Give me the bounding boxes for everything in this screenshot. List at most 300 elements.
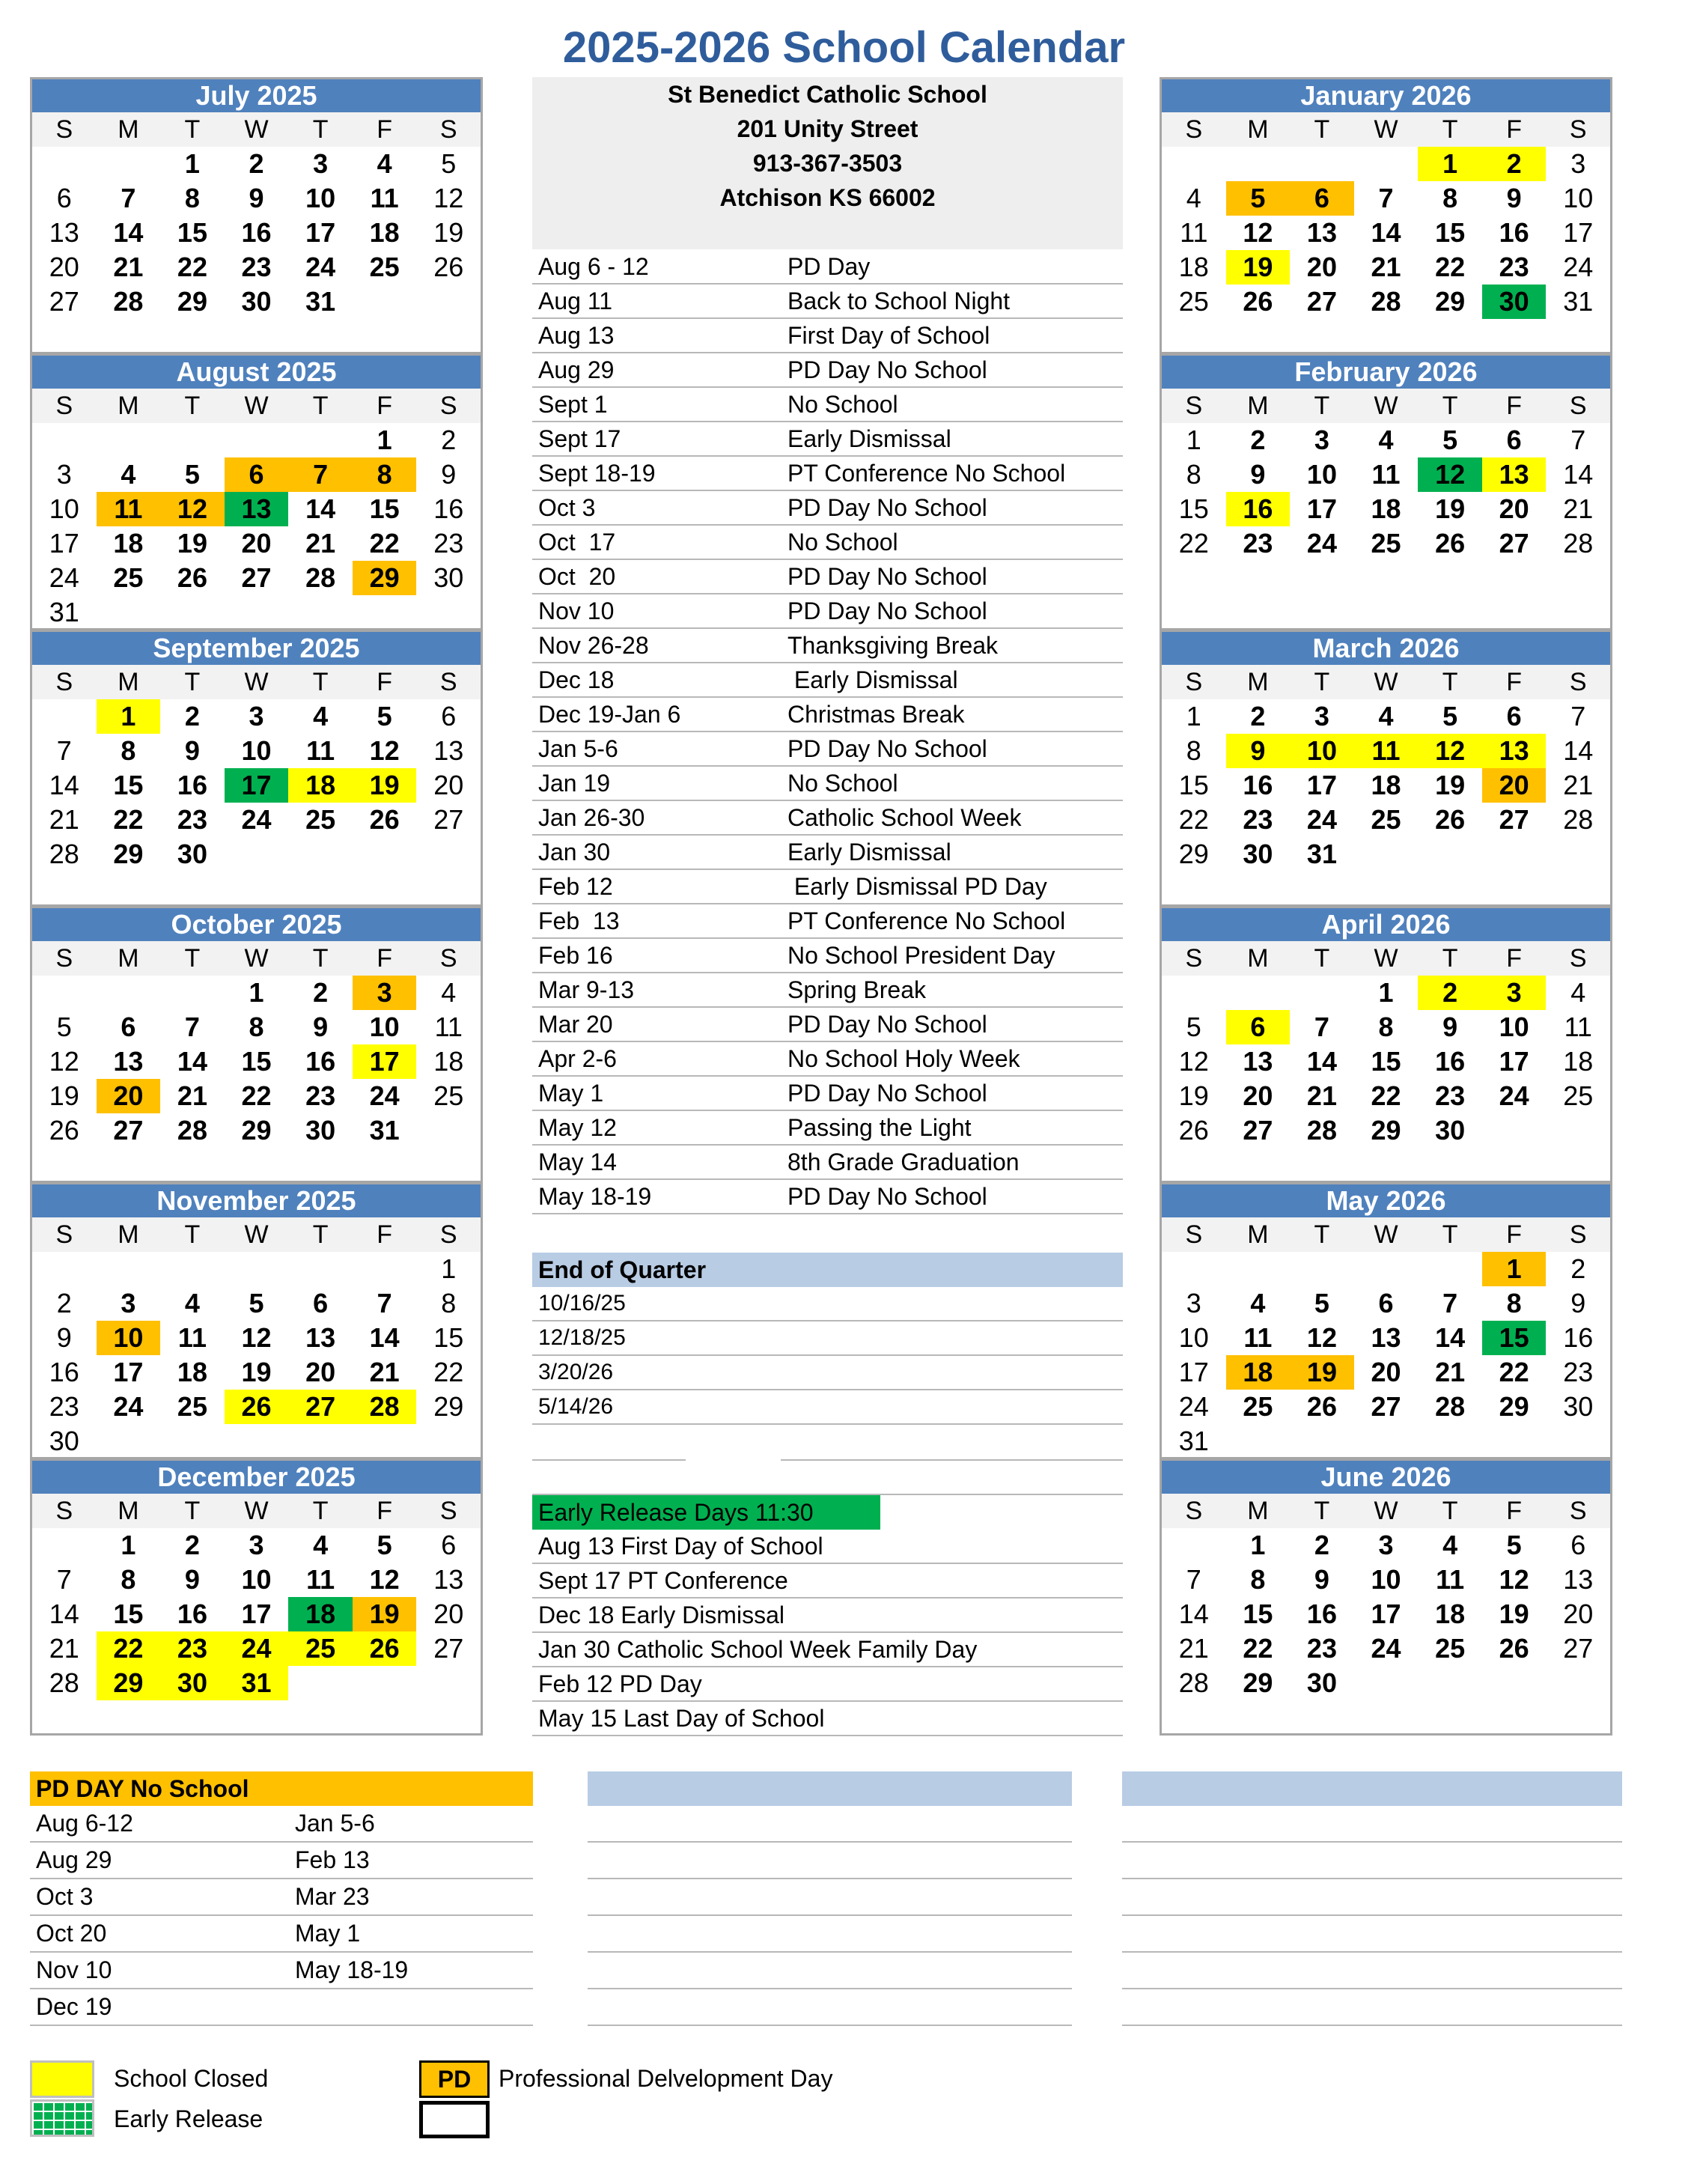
day-cell: 6 bbox=[56, 183, 72, 213]
empty-day-cell bbox=[1162, 976, 1226, 1010]
day-cell: 17 bbox=[1306, 493, 1337, 524]
quarter-end-date: 5/14/26 bbox=[532, 1390, 1123, 1425]
day-cell: 19 bbox=[433, 217, 464, 248]
empty-day-cell bbox=[353, 837, 417, 872]
day-cell: 19 bbox=[1290, 1355, 1354, 1390]
day-cell: 7 bbox=[1186, 1564, 1201, 1595]
day-cell: 20 bbox=[1306, 252, 1337, 282]
day-cell: 9 bbox=[441, 459, 457, 490]
day-cell: 24 bbox=[49, 562, 79, 593]
empty-day-cell bbox=[1546, 1113, 1610, 1148]
day-cell: 5 bbox=[1506, 1530, 1522, 1560]
event-row bbox=[532, 560, 1123, 594]
day-cell: 18 bbox=[1371, 493, 1401, 524]
day-cell: 8 bbox=[353, 457, 417, 492]
empty-day-cell bbox=[416, 595, 481, 630]
month-title: October 2025 bbox=[32, 908, 481, 941]
empty-day-cell bbox=[1290, 976, 1354, 1010]
day-cell: 29 bbox=[241, 1115, 272, 1146]
month-calendar bbox=[30, 353, 483, 630]
day-cell: 13 bbox=[113, 1046, 144, 1077]
event-date: May 18-19 bbox=[538, 1183, 652, 1210]
empty-day-cell bbox=[32, 147, 97, 181]
day-cell: 31 bbox=[1563, 286, 1594, 317]
month-calendar bbox=[30, 906, 483, 1183]
day-cell: 25 bbox=[369, 252, 400, 282]
day-cell: 28 bbox=[49, 839, 79, 869]
day-cell: 10 bbox=[1178, 1322, 1209, 1353]
day-cell: 3 bbox=[1314, 425, 1329, 455]
early-release-heading: Early Release Days 11:30 bbox=[532, 1495, 880, 1530]
day-cell: 17 bbox=[1178, 1357, 1209, 1387]
weekday-header: S bbox=[55, 1220, 73, 1249]
event-date: Jan 5-6 bbox=[538, 735, 618, 762]
event-description: PD Day No School bbox=[787, 735, 987, 762]
empty-day-cell bbox=[225, 837, 289, 872]
day-cell: 12 bbox=[1243, 217, 1273, 248]
day-cell: 16 bbox=[1435, 1046, 1466, 1077]
day-cell: 13 bbox=[225, 492, 289, 526]
day-cell: 21 bbox=[305, 528, 336, 559]
day-cell: 3 bbox=[1378, 1530, 1394, 1560]
day-cell: 26 bbox=[369, 804, 400, 835]
event-description: PD Day No School bbox=[787, 1183, 987, 1210]
day-cell: 29 bbox=[353, 561, 417, 595]
day-cell: 15 bbox=[1243, 1599, 1273, 1629]
weekday-header: W bbox=[244, 392, 269, 420]
weekday-header: M bbox=[118, 392, 139, 420]
day-cell: 8 bbox=[1442, 183, 1458, 213]
empty-day-cell bbox=[1162, 147, 1226, 181]
event-description: No School bbox=[787, 529, 898, 556]
day-cell: 12 bbox=[369, 735, 400, 766]
day-cell: 1 bbox=[1186, 701, 1201, 731]
day-cell: 8 bbox=[1186, 459, 1201, 490]
day-cell: 11 bbox=[1564, 1012, 1592, 1042]
day-cell: 29 bbox=[1499, 1391, 1529, 1422]
day-cell: 29 bbox=[1371, 1115, 1401, 1146]
event-date: Oct 3 bbox=[538, 494, 596, 521]
pd-badge: PD bbox=[419, 2060, 490, 2098]
day-cell: 27 bbox=[113, 1115, 144, 1146]
empty-day-cell bbox=[353, 1252, 417, 1286]
weekday-header: F bbox=[1506, 944, 1523, 973]
weekday-header: S bbox=[1185, 115, 1203, 144]
day-cell: 20 bbox=[1482, 768, 1547, 803]
empty-day-cell bbox=[225, 595, 289, 630]
weekday-header: W bbox=[1374, 944, 1398, 973]
day-cell: 2 bbox=[56, 1288, 72, 1318]
day-cell: 28 bbox=[1306, 1115, 1337, 1146]
day-cell: 21 bbox=[1178, 1633, 1209, 1664]
day-cell: 3 bbox=[353, 976, 417, 1010]
day-cell: 15 bbox=[1371, 1046, 1401, 1077]
day-cell: 25 bbox=[113, 562, 144, 593]
empty-day-cell bbox=[416, 1113, 481, 1148]
event-date: Jan 19 bbox=[538, 770, 611, 797]
events-list bbox=[532, 250, 1123, 1214]
event-row bbox=[532, 491, 1123, 526]
weekday-header: F bbox=[1506, 392, 1523, 420]
weekday-header: T bbox=[184, 392, 201, 420]
day-cell: 27 bbox=[241, 562, 272, 593]
school-closed-label: School Closed bbox=[114, 2065, 269, 2092]
day-cell: 8 bbox=[121, 735, 136, 766]
day-cell: 29 bbox=[113, 839, 144, 869]
empty-day-cell bbox=[97, 1252, 161, 1286]
day-cell: 10 bbox=[369, 1012, 400, 1042]
day-cell: 10 bbox=[1306, 459, 1337, 490]
event-date: Dec 19-Jan 6 bbox=[538, 701, 681, 728]
day-cell: 21 bbox=[1306, 1080, 1337, 1111]
day-cell: 3 bbox=[1186, 1288, 1201, 1318]
weekday-header: T bbox=[312, 1220, 329, 1249]
event-date: Mar 9-13 bbox=[538, 976, 635, 1003]
weekday-header: S bbox=[1569, 668, 1587, 696]
event-row bbox=[532, 663, 1123, 698]
day-cell: 6 bbox=[1506, 701, 1522, 731]
day-cell: 27 bbox=[1499, 804, 1529, 835]
day-cell: 7 bbox=[1314, 1012, 1329, 1042]
day-cell: 10 bbox=[241, 1564, 272, 1595]
day-cell: 23 bbox=[1243, 804, 1273, 835]
event-date: Feb 16 bbox=[538, 942, 613, 969]
empty-day-cell bbox=[1290, 1424, 1354, 1458]
month-title: June 2026 bbox=[1162, 1461, 1610, 1494]
event-row bbox=[532, 767, 1123, 801]
day-cell: 20 bbox=[433, 770, 464, 800]
day-cell: 4 bbox=[1442, 1530, 1458, 1560]
weekday-header: S bbox=[1569, 392, 1587, 420]
early-release-item: Dec 18 Early Dismissal bbox=[532, 1599, 1123, 1633]
event-description: Early Dismissal PD Day bbox=[787, 873, 1047, 900]
day-cell: 27 bbox=[1563, 1633, 1594, 1664]
empty-day-cell bbox=[1226, 976, 1291, 1010]
day-cell: 27 bbox=[288, 1390, 353, 1424]
weekday-header: S bbox=[439, 392, 457, 420]
day-cell: 17 bbox=[113, 1357, 144, 1387]
month-title: December 2025 bbox=[32, 1461, 481, 1494]
pd-day-date bbox=[295, 1989, 533, 2025]
day-cell: 25 bbox=[1371, 804, 1401, 835]
empty-day-cell bbox=[1418, 1666, 1482, 1700]
month-title: September 2025 bbox=[32, 632, 481, 665]
empty-day-cell bbox=[416, 1424, 481, 1458]
day-cell: 5 bbox=[441, 148, 457, 179]
day-cell: 11 bbox=[306, 735, 335, 766]
pd-day-date: Mar 23 bbox=[295, 1883, 370, 1910]
end-of-quarter-heading: End of Quarter bbox=[532, 1253, 1123, 1287]
event-row bbox=[532, 1180, 1123, 1214]
weekday-header: M bbox=[118, 668, 139, 696]
early-release-item: May 15 Last Day of School bbox=[532, 1702, 1123, 1736]
event-date: Feb 12 bbox=[538, 873, 613, 900]
empty-day-cell bbox=[353, 285, 417, 319]
day-cell: 9 bbox=[184, 1564, 200, 1595]
empty-day-cell bbox=[416, 285, 481, 319]
day-cell: 13 bbox=[49, 217, 79, 248]
day-cell: 18 bbox=[369, 217, 400, 248]
weekday-header: S bbox=[1185, 944, 1203, 973]
day-cell: 25 bbox=[1243, 1391, 1273, 1422]
day-cell: 19 bbox=[1435, 493, 1466, 524]
empty-day-cell bbox=[416, 1666, 481, 1700]
day-cell: 6 bbox=[1570, 1530, 1586, 1560]
day-cell: 9 bbox=[1506, 183, 1522, 213]
day-cell: 1 bbox=[184, 148, 200, 179]
day-cell: 28 bbox=[1563, 528, 1594, 559]
day-cell: 16 bbox=[1563, 1322, 1594, 1353]
weekday-header: M bbox=[118, 944, 139, 973]
day-cell: 27 bbox=[49, 286, 79, 317]
day-cell: 7 bbox=[377, 1288, 392, 1318]
empty-day-cell bbox=[288, 1424, 353, 1458]
day-cell: 2 bbox=[313, 977, 329, 1008]
school-city: Atchison KS 66002 bbox=[719, 184, 936, 211]
weekday-header: M bbox=[118, 1220, 139, 1249]
weekday-header: S bbox=[1569, 1497, 1587, 1525]
early-release-label: Early Release bbox=[114, 2105, 263, 2132]
weekday-header: S bbox=[55, 668, 73, 696]
empty-day-cell bbox=[160, 976, 225, 1010]
event-date: Aug 6 - 12 bbox=[538, 253, 649, 280]
day-cell: 22 bbox=[97, 1631, 161, 1666]
day-cell: 16 bbox=[305, 1046, 336, 1077]
event-date: Aug 11 bbox=[538, 288, 613, 314]
day-cell: 10 bbox=[305, 183, 336, 213]
day-cell: 3 bbox=[56, 459, 72, 490]
weekday-header: T bbox=[1442, 1220, 1458, 1249]
day-cell: 23 bbox=[433, 528, 464, 559]
month-calendar bbox=[30, 1182, 483, 1459]
day-cell: 17 bbox=[1563, 217, 1594, 248]
event-row bbox=[532, 526, 1123, 560]
event-description: Early Dismissal bbox=[787, 839, 951, 866]
day-cell: 6 bbox=[121, 1012, 136, 1042]
day-cell: 17 bbox=[49, 528, 79, 559]
day-cell: 25 bbox=[177, 1391, 207, 1422]
day-cell: 18 bbox=[1226, 1355, 1291, 1390]
weekday-header: S bbox=[439, 668, 457, 696]
day-cell: 30 bbox=[305, 1115, 336, 1146]
day-cell: 13 bbox=[1563, 1564, 1594, 1595]
weekday-header: S bbox=[439, 115, 457, 144]
day-cell: 9 bbox=[184, 735, 200, 766]
day-cell: 8 bbox=[121, 1564, 136, 1595]
weekday-header: W bbox=[1374, 1497, 1398, 1525]
day-cell: 28 bbox=[49, 1667, 79, 1698]
day-cell: 20 bbox=[1243, 1080, 1273, 1111]
weekday-header: T bbox=[184, 668, 201, 696]
day-cell: 4 bbox=[313, 1530, 329, 1560]
day-cell: 7 bbox=[56, 1564, 72, 1595]
weekday-header: W bbox=[1374, 668, 1398, 696]
day-cell: 15 bbox=[1482, 1321, 1547, 1355]
pd-day-date: Oct 20 bbox=[36, 1920, 107, 1947]
empty-day-cell bbox=[1354, 1424, 1419, 1458]
early-release-item: Sept 17 PT Conference bbox=[532, 1564, 1123, 1599]
day-cell: 21 bbox=[113, 252, 144, 282]
day-cell: 14 bbox=[1178, 1599, 1209, 1629]
day-cell: 19 bbox=[353, 768, 417, 803]
day-cell: 4 bbox=[377, 148, 392, 179]
empty-day-cell bbox=[288, 423, 353, 457]
weekday-header: F bbox=[1506, 1497, 1523, 1525]
quarter-end-date: 3/20/26 bbox=[532, 1356, 1123, 1390]
weekday-header: S bbox=[55, 392, 73, 420]
event-row bbox=[532, 285, 1123, 319]
day-cell: 27 bbox=[1243, 1115, 1273, 1146]
day-cell: 30 bbox=[241, 286, 272, 317]
weekday-header: W bbox=[244, 1220, 269, 1249]
day-cell: 22 bbox=[177, 252, 207, 282]
day-cell: 29 bbox=[1243, 1667, 1273, 1698]
weekday-header: S bbox=[439, 1220, 457, 1249]
event-description: PD Day No School bbox=[787, 356, 987, 383]
day-cell: 23 bbox=[49, 1391, 79, 1422]
quarter-end-date: 10/16/25 bbox=[532, 1287, 1123, 1321]
day-cell: 2 bbox=[441, 425, 457, 455]
event-row bbox=[532, 836, 1123, 870]
early-release-swatch bbox=[30, 2099, 94, 2137]
blank-table-2 bbox=[1122, 1771, 1622, 2026]
event-row bbox=[532, 732, 1123, 767]
day-cell: 22 bbox=[113, 804, 144, 835]
day-cell: 25 bbox=[1435, 1633, 1466, 1664]
weekday-header: T bbox=[312, 115, 329, 144]
day-cell: 23 bbox=[1243, 528, 1273, 559]
day-cell: 2 bbox=[1418, 976, 1482, 1010]
pd-day-date: Jan 5-6 bbox=[295, 1810, 375, 1837]
day-cell: 29 bbox=[433, 1391, 464, 1422]
month-calendar bbox=[30, 1458, 483, 1736]
day-cell: 21 bbox=[1563, 770, 1594, 800]
weekday-header: S bbox=[55, 115, 73, 144]
day-cell: 7 bbox=[1442, 1288, 1458, 1318]
day-cell: 6 bbox=[1226, 1010, 1291, 1044]
pd-day-heading: PD DAY No School bbox=[30, 1771, 533, 1806]
day-cell: 22 bbox=[1371, 1080, 1401, 1111]
month-calendar bbox=[30, 77, 483, 354]
empty-day-cell bbox=[32, 699, 97, 734]
day-cell: 18 bbox=[113, 528, 144, 559]
day-cell: 18 bbox=[433, 1046, 464, 1077]
day-cell: 19 bbox=[1435, 770, 1466, 800]
day-cell: 12 bbox=[369, 1564, 400, 1595]
day-cell: 6 bbox=[441, 1530, 457, 1560]
month-calendar bbox=[1160, 630, 1612, 907]
day-cell: 23 bbox=[160, 1631, 225, 1666]
day-cell: 16 bbox=[241, 217, 272, 248]
event-row bbox=[532, 1077, 1123, 1111]
day-cell: 12 bbox=[49, 1046, 79, 1077]
pd-day-table bbox=[30, 1771, 533, 2026]
day-cell: 4 bbox=[1250, 1288, 1266, 1318]
day-cell: 24 bbox=[1306, 804, 1337, 835]
day-cell: 3 bbox=[249, 701, 264, 731]
weekday-header: T bbox=[184, 1220, 201, 1249]
day-cell: 19 bbox=[1499, 1599, 1529, 1629]
empty-day-cell bbox=[353, 1666, 417, 1700]
day-cell: 15 bbox=[1178, 493, 1209, 524]
weekday-header: S bbox=[1569, 115, 1587, 144]
day-cell: 15 bbox=[1435, 217, 1466, 248]
empty-day-cell bbox=[1482, 1113, 1547, 1148]
event-description: PD Day No School bbox=[787, 597, 987, 624]
day-cell: 4 bbox=[441, 977, 457, 1008]
day-cell: 1 bbox=[377, 425, 392, 455]
day-cell: 4 bbox=[313, 701, 329, 731]
day-cell: 14 bbox=[1563, 735, 1594, 766]
event-description: No School bbox=[787, 391, 898, 418]
day-cell: 26 bbox=[1306, 1391, 1337, 1422]
day-cell: 24 bbox=[1306, 528, 1337, 559]
weekday-header: W bbox=[244, 668, 269, 696]
day-cell: 4 bbox=[1570, 977, 1586, 1008]
day-cell: 31 bbox=[49, 597, 79, 627]
day-cell: 12 bbox=[433, 183, 464, 213]
empty-day-cell bbox=[225, 1424, 289, 1458]
day-cell: 15 bbox=[433, 1322, 464, 1353]
divider bbox=[532, 1459, 686, 1461]
event-description: PD Day No School bbox=[787, 1080, 987, 1107]
event-date: Mar 20 bbox=[538, 1011, 613, 1038]
event-description: Thanksgiving Break bbox=[787, 632, 999, 659]
day-cell: 9 bbox=[1250, 459, 1266, 490]
day-cell: 2 bbox=[184, 1530, 200, 1560]
empty-day-cell bbox=[1418, 1424, 1482, 1458]
pd-day-row bbox=[30, 1843, 533, 1879]
day-cell: 15 bbox=[241, 1046, 272, 1077]
day-cell: 3 bbox=[249, 1530, 264, 1560]
day-cell: 24 bbox=[1371, 1633, 1401, 1664]
day-cell: 23 bbox=[305, 1080, 336, 1111]
day-cell: 8 bbox=[1186, 735, 1201, 766]
day-cell: 7 bbox=[1570, 425, 1586, 455]
empty-day-cell bbox=[32, 423, 97, 457]
event-description: Early Dismissal bbox=[787, 425, 951, 452]
day-cell: 22 bbox=[241, 1080, 272, 1111]
weekday-header: F bbox=[377, 1497, 393, 1525]
weekday-header: T bbox=[1442, 115, 1458, 144]
weekday-header: W bbox=[1374, 115, 1398, 144]
event-date: Sept 18-19 bbox=[538, 460, 656, 487]
day-cell: 22 bbox=[1243, 1633, 1273, 1664]
event-row bbox=[532, 973, 1123, 1008]
pd-day-date: Oct 3 bbox=[36, 1883, 94, 1910]
day-cell: 12 bbox=[160, 492, 225, 526]
month-calendar bbox=[1160, 77, 1612, 354]
day-cell: 22 bbox=[1178, 528, 1209, 559]
empty-day-cell bbox=[97, 423, 161, 457]
empty-day-cell bbox=[225, 423, 289, 457]
day-cell: 8 bbox=[249, 1012, 264, 1042]
day-cell: 8 bbox=[1506, 1288, 1522, 1318]
day-cell: 2 bbox=[1482, 147, 1547, 181]
day-cell: 30 bbox=[177, 839, 207, 869]
day-cell: 7 bbox=[184, 1012, 200, 1042]
event-date: Nov 26-28 bbox=[538, 632, 649, 659]
day-cell: 12 bbox=[1306, 1322, 1337, 1353]
weekday-header: T bbox=[1442, 1497, 1458, 1525]
event-row bbox=[532, 1008, 1123, 1042]
day-cell: 3 bbox=[1482, 976, 1547, 1010]
day-cell: 24 bbox=[1178, 1391, 1209, 1422]
weekday-header: S bbox=[439, 944, 457, 973]
early-release-table bbox=[532, 1494, 1123, 1736]
day-cell: 16 bbox=[49, 1357, 79, 1387]
day-cell: 28 bbox=[1563, 804, 1594, 835]
